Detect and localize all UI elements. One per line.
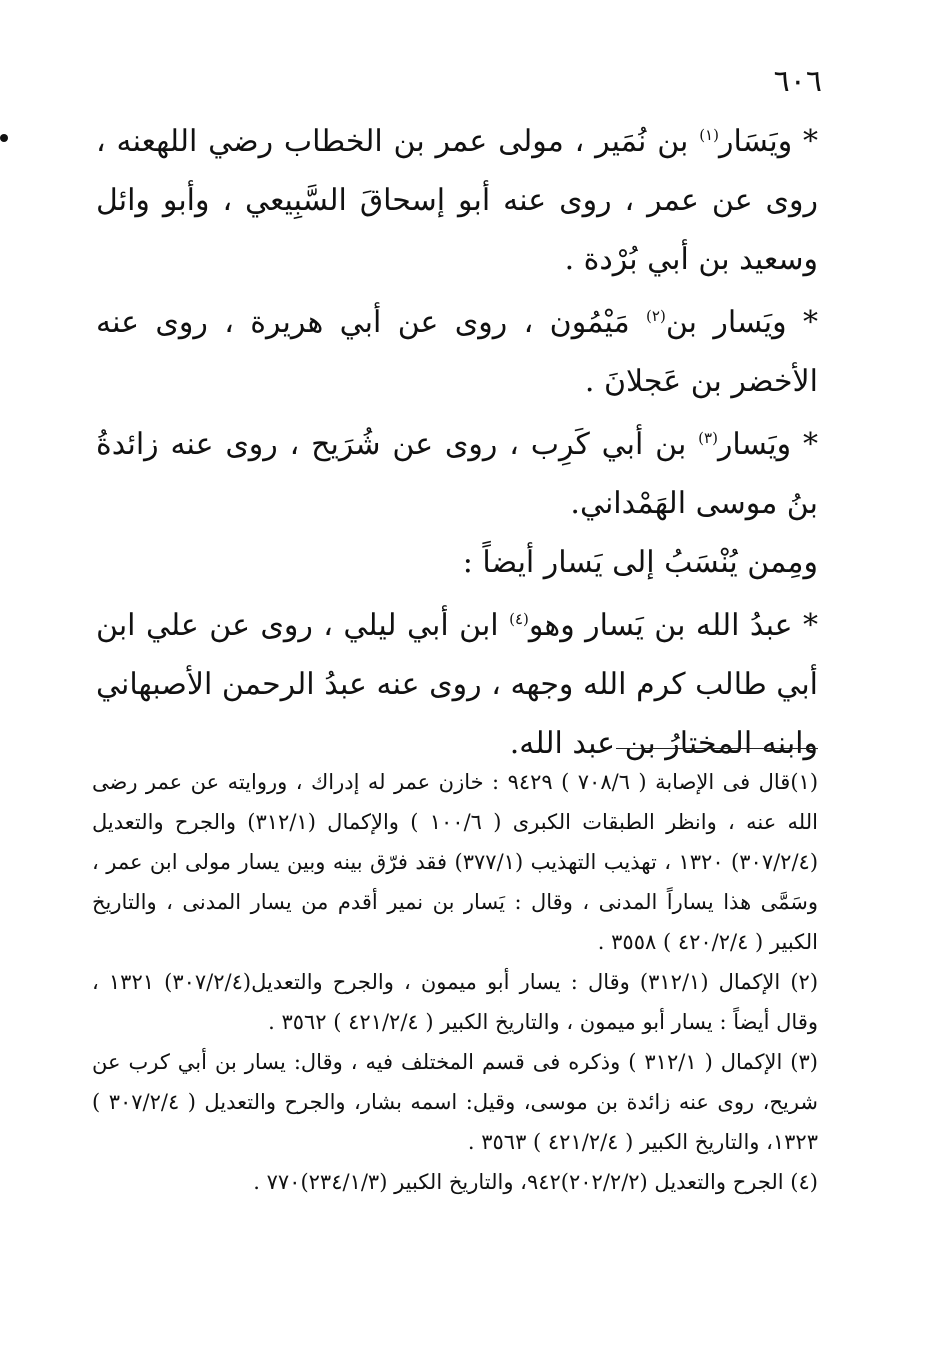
entry-text: * عبدُ الله بن يَسار وهو bbox=[528, 608, 818, 643]
footnote-1: (١)قال فى الإصابة ( ٧٠٨/٦ ) ٩٤٢٩ : خازن عمر له إدراك ، وروايته عن عمر رضى الله عنه ، وانظر الطبقات الكبرى ( ١٠٠/٦ ) والإكمال (٣١٢/١) والجرح والتعديل (٣٠٧/٢/٤) ١٣٢٠ ، تهذيب التهذيب (٣٧٧/١) فقد فرّق بينه وبين يسار مولى ابن عمر ، وسَمَّى هذا يساراً المدنى ، وقال : يَسار بن نمير أقدم من يسار المدنى ، والتاريخ الكبير ( ٤٢٠/٢/٤ ) ٣٥٥٨ . bbox=[92, 770, 819, 954]
footnote-3: (٣) الإكمال ( ٣١٢/١ ) وذكره فى قسم المختلف فيه ، وقال: يسار بن أبي كرب عن شريح، روى عنه زائدة بن موسى، وقيل: اسمه بشار، والجرح والتعديل ( ٣٠٧/٢/٤ ) ١٣٢٣، والتاريخ الكبير ( ٤٢١/٢/٤ ) ٣٥٦٣ . bbox=[92, 1050, 819, 1154]
entry-text: بن أبي كَرِب ، روى عن شُرَيح ، روى عنه زائدةُ بنُ موسى الهَمْداني. bbox=[96, 427, 818, 521]
footnotes bbox=[92, 762, 818, 1202]
entry-yasar-ibn-abi-karib bbox=[96, 415, 818, 533]
main-text bbox=[96, 112, 818, 773]
section-heading bbox=[96, 533, 818, 592]
page-number: ٦٠٦ bbox=[773, 64, 822, 99]
heading-text: ومِمن يُنْسَبُ إلى يَسار أيضاً : bbox=[462, 545, 818, 580]
entry-text: بن نُمَير ، مولى عمر بن الخطاب رضي اللهعنه ، روى عن عمر ، روى عنه أبو إسحاقَ السَّبِيعي ، وأبو وائل وسعيد بن أبي بُرْدة . bbox=[96, 124, 818, 277]
entry-yasar-ibn-numayr bbox=[96, 112, 818, 289]
footnote-separator bbox=[616, 748, 818, 749]
entry-text: ابن أبي ليلي ، روى عن علي ابن أبي طالب كرم الله وجهه ، روى عنه عبدُ الرحمن الأصبهاني وابنه المختارُ بن عبد الله. bbox=[96, 608, 818, 761]
footnote-ref: (١) bbox=[699, 126, 719, 144]
entry-text: مَيْمُون ، روى عن أبي هريرة ، روى عنه الأخضر بن عَجلانَ . bbox=[96, 305, 818, 399]
entry-text: * ويَسَار bbox=[718, 124, 818, 159]
footnote-4: (٤) الجرح والتعديل (٢٠٢/٢/٢)٩٤٢، والتاريخ الكبير (٢٣٤/١/٣)٧٧٠ . bbox=[253, 1170, 818, 1194]
entry-yasar-ibn-maymun bbox=[96, 293, 818, 411]
footnote-ref: (٤) bbox=[509, 610, 529, 628]
footnote-2: (٢) الإكمال (٣١٢/١) وقال : يسار أبو ميمون ، والجرح والتعديل(٣٠٧/٢/٤) ١٣٢١ ، وقال أيضاً : يسار أبو ميمون ، والتاريخ الكبير ( ٤٢١/٢/٤ ) ٣٥٦٢ . bbox=[92, 970, 819, 1034]
margin-mark bbox=[0, 134, 8, 142]
entry-text: * ويَسار بن bbox=[665, 305, 818, 340]
footnote-ref: (٣) bbox=[698, 429, 718, 447]
entry-text: * ويَسار bbox=[717, 427, 818, 462]
entry-abdallah-ibn-yasar bbox=[96, 596, 818, 773]
footnote-ref: (٢) bbox=[646, 307, 666, 325]
